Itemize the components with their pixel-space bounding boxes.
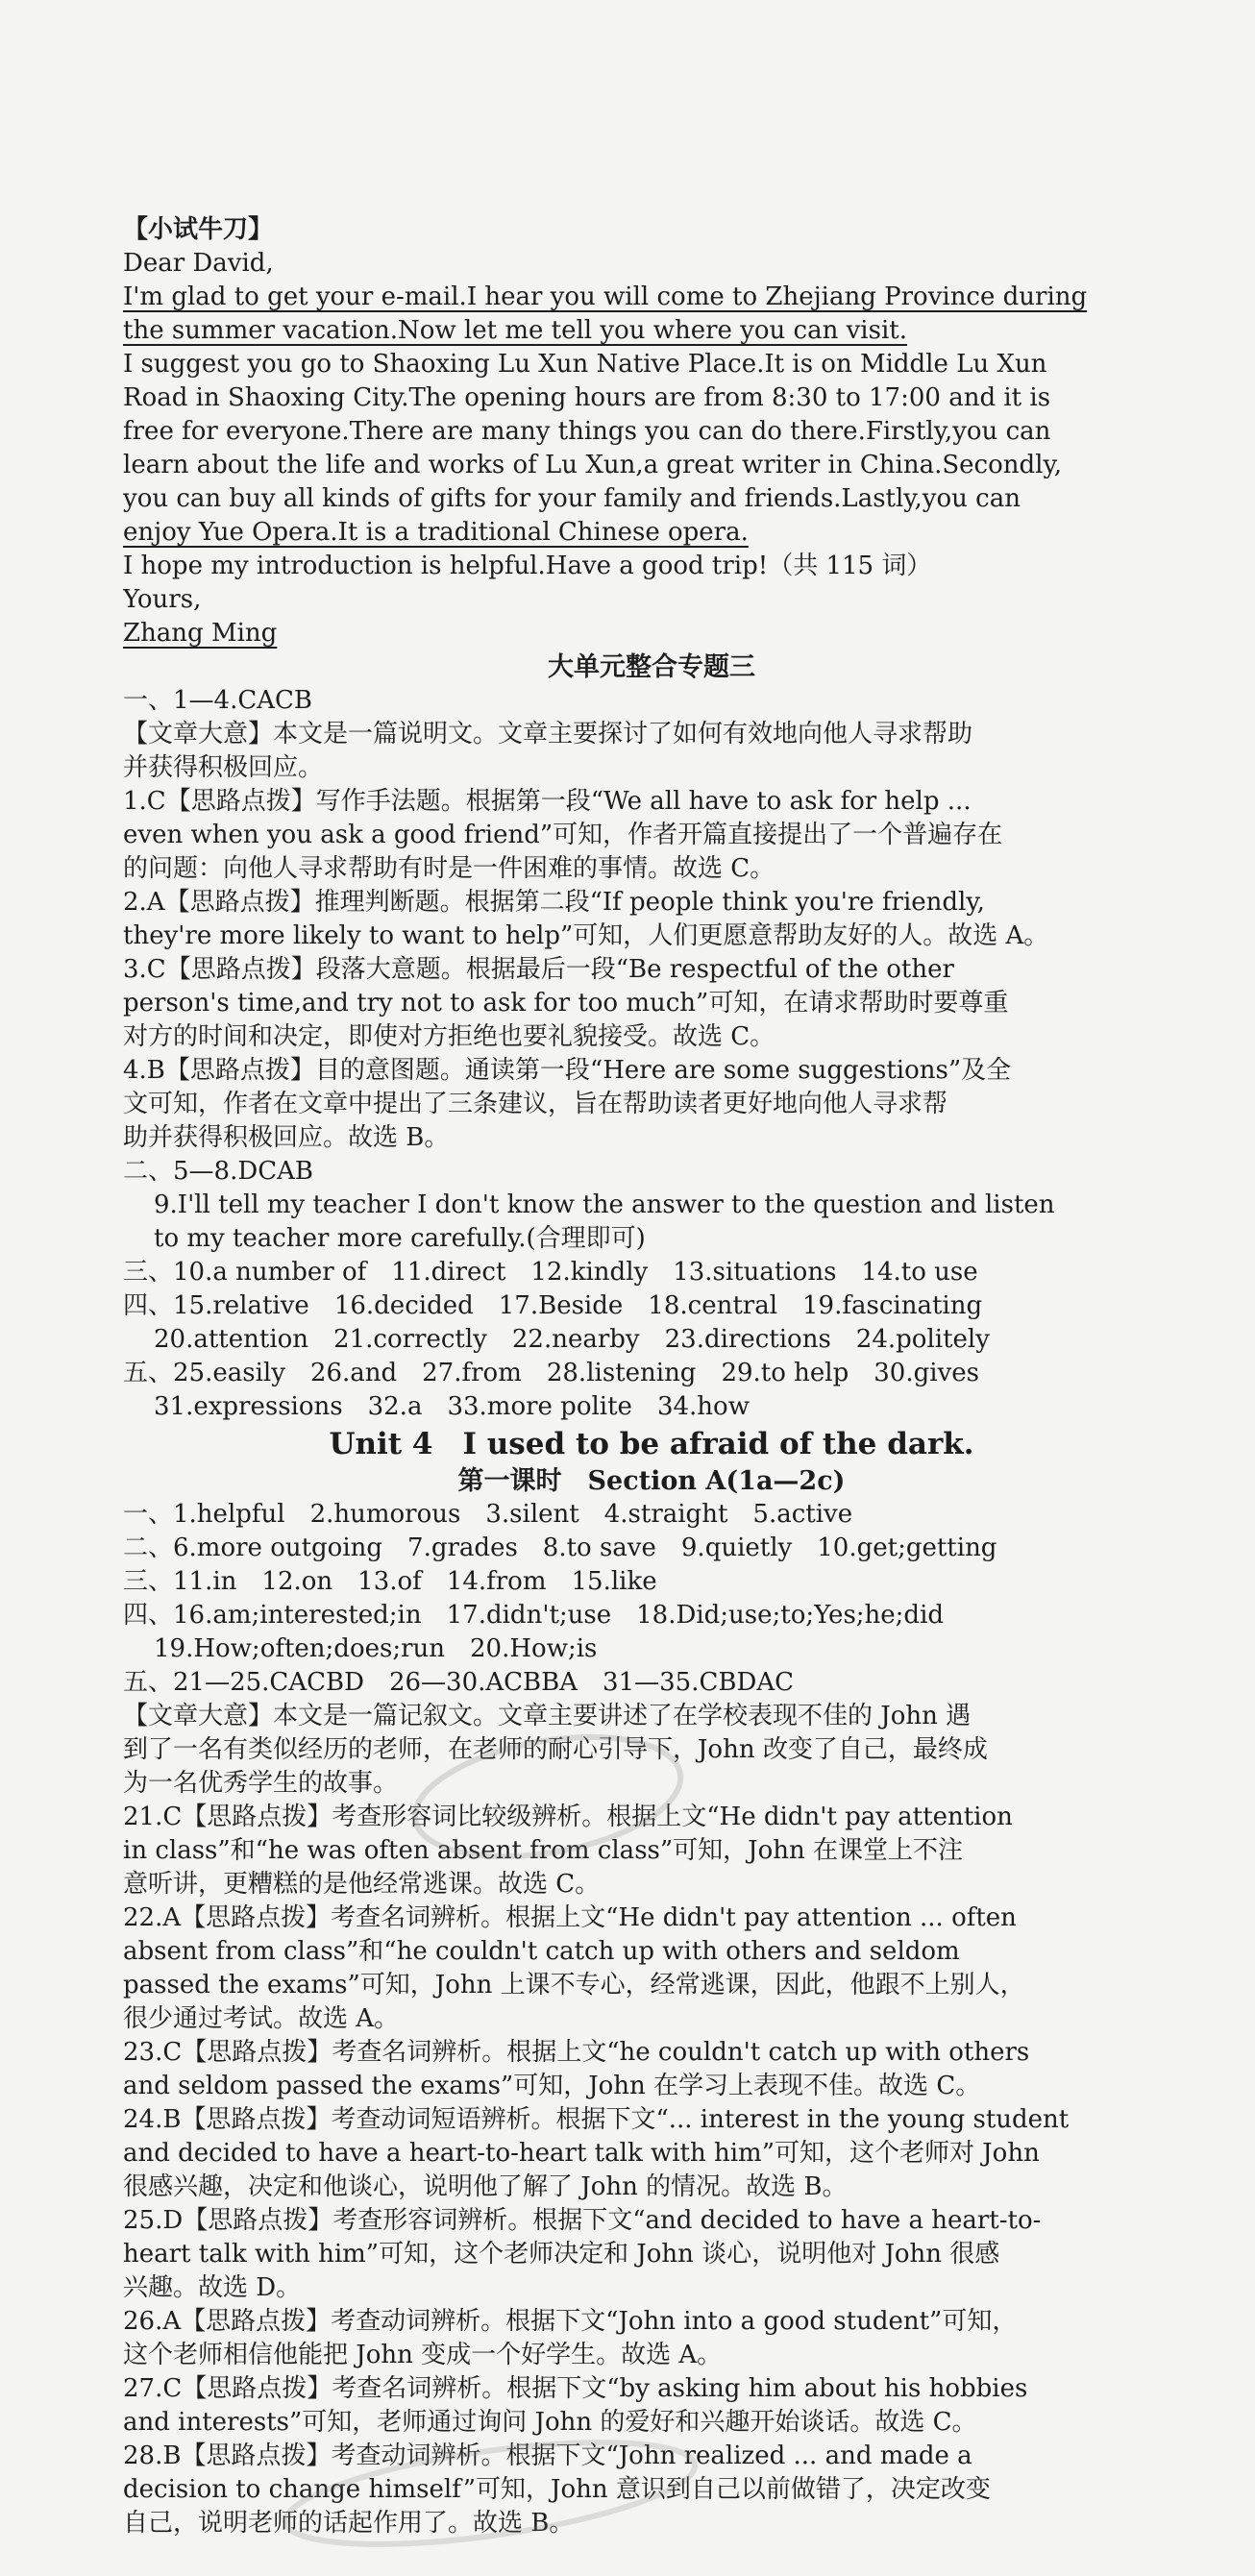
answer-line: 三、10.a number of 11.direct 12.kindly 13.situations 14.to use (123, 1258, 978, 1287)
gist-line: 到了一名有类似经历的老师，在老师的耐心引导下，John 改变了自己，最终成 (123, 1735, 988, 1764)
gist-line: 为一名优秀学生的故事。 (123, 1769, 399, 1798)
explanation-line: 21.C【思路点拨】考查形容词比较级辨析。根据上文“He didn't pay attention (123, 1803, 1013, 1831)
explanation-line: person's time,and try not to ask for too much”可知，在请求帮助时要尊重 (123, 989, 1009, 1018)
essay-line: you can buy all kinds of gifts for your family and friends.Lastly,you can (123, 484, 1021, 513)
answer-line: 五、25.easily 26.and 27.from 28.listening 29.to help 30.gives (123, 1359, 979, 1387)
explanation-line: 意听讲，更糟糕的是他经常逃课。故选 C。 (123, 1870, 601, 1899)
explanation-line: 2.A【思路点拨】推理判断题。根据第二段“If people think you're friendly, (123, 888, 985, 917)
essay-underlined-text: the summer vacation.Now let me tell you where you can visit. (123, 316, 907, 345)
explanation-line: 文可知，作者在文章中提出了三条建议，旨在帮助读者更好地向他人寻求帮 (123, 1090, 948, 1118)
answer-line: to my teacher more carefully.(合理即可) (154, 1224, 646, 1253)
explanation-line: 很感兴趣，决定和他谈心，说明他了解了 John 的情况。故选 B。 (123, 2172, 848, 2201)
explanation-line: 自己，说明老师的话起作用了。故选 B。 (123, 2509, 575, 2538)
essay-line: I suggest you go to Shaoxing Lu Xun Native Place.It is on Middle Lu Xun (123, 350, 1047, 379)
explanation-line: 对方的时间和决定，即使对方拒绝也要礼貌接受。故选 C。 (123, 1022, 775, 1051)
explanation-line: decision to change himself”可知，John 意识到自己以前做错了，决定改变 (123, 2475, 991, 2504)
explanation-line: they're more likely to want to help”可知，人们更愿意帮助友好的人。故选 A。 (123, 921, 1049, 950)
essay-signature (123, 617, 1180, 650)
essay-underlined-text: enjoy Yue Opera.It is a traditional Chinese opera. (123, 518, 749, 547)
gist-line: 【文章大意】本文是一篇记叙文。文章主要讲述了在学校表现不佳的 John 遇 (123, 1702, 972, 1730)
unit-section (123, 1424, 1180, 2540)
gist-line: 并获得积极回应。 (123, 753, 324, 782)
explanation-line: 兴趣。故选 D。 (123, 2273, 302, 2302)
answer-line: 31.expressions 32.a 33.more polite 34.how (154, 1392, 750, 1421)
essay-tag: 【小试牛刀】 (123, 215, 274, 244)
essay-greeting: Dear David, (123, 249, 274, 278)
essay-line (123, 281, 1180, 314)
explanation-line: even when you ask a good friend”可知，作者开篇直接提出了一个普遍存在 (123, 821, 1003, 849)
essay-line (123, 314, 1180, 348)
essay-signature-text: Zhang Ming (123, 619, 278, 648)
answer-line: 五、21—25.CACBD 26—30.ACBBA 31—35.CBDAC (123, 1668, 794, 1697)
explanation-line: 22.A【思路点拨】考查名词辨析。根据上文“He didn't pay attention ... often (123, 1903, 1017, 1932)
explanation-line: 4.B【思路点拨】目的意图题。通读第一段“Here are some suggestions”及全 (123, 1056, 1012, 1085)
explanation-line: 助并获得积极回应。故选 B。 (123, 1123, 450, 1152)
answer-line: 四、16.am;interested;in 17.didn't;use 18.Did;use;to;Yes;he;did (123, 1601, 945, 1630)
lesson-title: 第一课时 Section A(1a—2c) (457, 1466, 846, 1496)
explanation-line: in class”和“he was often absent from class”可知，John 在课堂上不注 (123, 1836, 963, 1865)
answer-line: 二、5—8.DCAB (123, 1157, 313, 1186)
explanation-line: 很少通过考试。故选 A。 (123, 2004, 400, 2033)
essay-line: Road in Shaoxing City.The opening hours are from 8:30 to 17:00 and it is (123, 383, 1051, 412)
explanation-line: and decided to have a heart-to-heart talk with him”可知，这个老师对 John (123, 2139, 1040, 2168)
page-content (123, 213, 1180, 2540)
explanation-line: heart talk with him”可知，这个老师决定和 John 谈心，说明他对 John 很感 (123, 2240, 1000, 2269)
answer-line: 二、6.more outgoing 7.grades 8.to save 9.quietly 10.get;getting (123, 1533, 997, 1562)
explanation-line: 3.C【思路点拨】段落大意题。根据最后一段“Be respectful of the other (123, 955, 954, 984)
explanation-line: 1.C【思路点拨】写作手法题。根据第一段“We all have to ask for help ... (123, 787, 972, 816)
answer-line: 9.I'll tell my teacher I don't know the answer to the question and listen (154, 1190, 1055, 1219)
explanation-line: 28.B【思路点拨】考查动词辨析。根据下文“John realized ... and made a (123, 2441, 972, 2470)
review-title: 大单元整合专题三 (548, 652, 755, 682)
answer-line: 一、1—4.CACB (123, 686, 313, 715)
essay-closing: Yours, (123, 585, 202, 614)
explanation-line: 这个老师相信他能把 John 变成一个好学生。故选 A。 (123, 2341, 723, 2369)
essay-underlined-text: I'm glad to get your e-mail.I hear you will come to Zhejiang Province during (123, 282, 1088, 311)
explanation-line: passed the exams”可知，John 上课不专心，经常逃课，因此，他跟不上别人， (123, 1971, 1025, 1999)
explanation-line: absent from class”和“he couldn't catch up with others and seldom (123, 1937, 960, 1966)
explanation-line: and seldom passed the exams”可知，John 在学习上表现不佳。故选 C。 (123, 2072, 981, 2100)
explanation-line: 25.D【思路点拨】考查形容词辨析。根据下文“and decided to have a heart-to- (123, 2206, 1042, 2235)
essay-line: I hope my introduction is helpful.Have a good trip!（共 115 词） (123, 552, 932, 580)
explanation-line: 23.C【思路点拨】考查名词辨析。根据上文“he couldn't catch up with others (123, 2038, 1030, 2067)
review-section (123, 650, 1180, 1424)
explanation-line: 24.B【思路点拨】考查动词短语辨析。根据下文“... interest in the young student (123, 2105, 1070, 2134)
explanation-line: 的问题：向他人寻求帮助有时是一件困难的事情。故选 C。 (123, 854, 775, 883)
answer-line: 20.attention 21.correctly 22.nearby 23.directions 24.politely (154, 1325, 990, 1354)
explanation-line: and interests”可知，老师通过询问 John 的爱好和兴趣开始谈话。故选 C。 (123, 2408, 977, 2437)
answer-line: 三、11.in 12.on 13.of 14.from 15.like (123, 1567, 657, 1596)
explanation-line: 27.C【思路点拨】考查名词辨析。根据下文“by asking him about his hobbies (123, 2374, 1028, 2403)
answer-line: 19.How;often;does;run 20.How;is (154, 1634, 598, 1663)
essay-line (123, 516, 1180, 550)
explanation-line: 26.A【思路点拨】考查动词辨析。根据下文“John into a good student”可知， (123, 2307, 1018, 2336)
unit-title: Unit 4 I used to be afraid of the dark. (329, 1427, 974, 1461)
essay-line: learn about the life and works of Lu Xun,a great writer in China.Secondly, (123, 451, 1062, 479)
answer-line: 一、1.helpful 2.humorous 3.silent 4.straight 5.active (123, 1500, 853, 1529)
answer-line: 四、15.relative 16.decided 17.Beside 18.central 19.fascinating (123, 1291, 983, 1320)
essay-line: free for everyone.There are many things you can do there.Firstly,you can (123, 417, 1051, 446)
model-essay (123, 213, 1180, 650)
gist-line: 【文章大意】本文是一篇说明文。文章主要探讨了如何有效地向他人寻求帮助 (123, 720, 973, 748)
